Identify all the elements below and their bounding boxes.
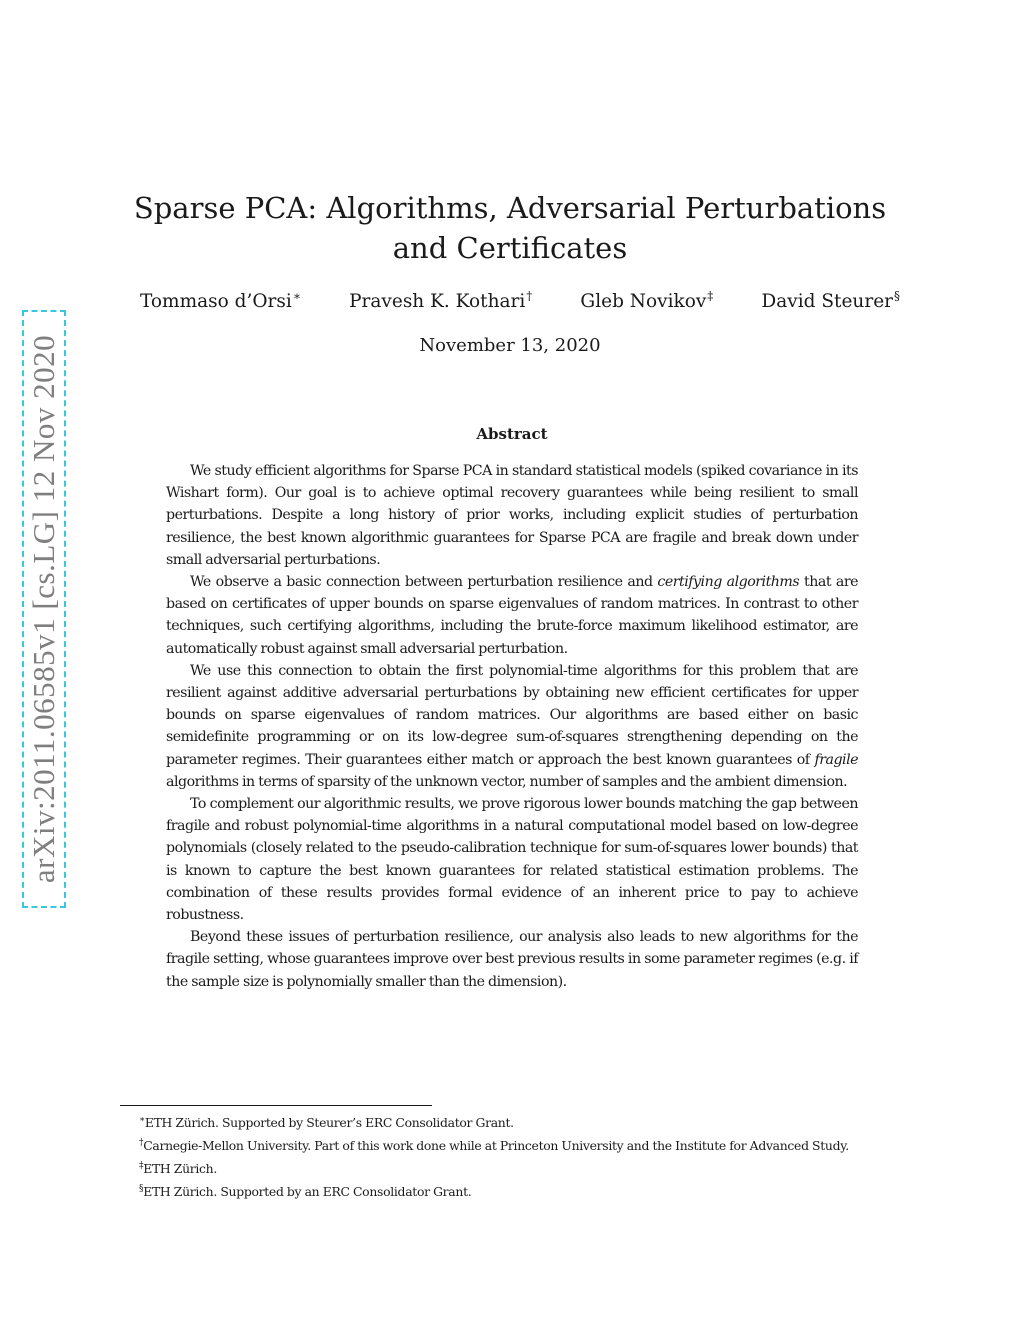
arxiv-identifier-stamp[interactable] <box>22 310 66 908</box>
author-name: Tommaso d’Orsi <box>140 291 292 312</box>
author-list <box>140 289 900 312</box>
footnote-text: ETH Zürich. Supported by an ERC Consolidator Grant. <box>143 1184 472 1199</box>
footnote <box>120 1156 904 1179</box>
abstract-paragraph: We study efficient algorithms for Sparse PCA in standard statistical models (spiked covariance in its Wishart form). Our goal is to achieve optimal recovery guarantees while being resilient to small perturbations. Despite a long history of prior works, including explicit studies of perturbation resilience, the best known algorithmic guarantees for Sparse PCA are fragile and break down under small adversarial perturbations. <box>166 463 858 568</box>
abstract-heading: Abstract <box>476 425 548 443</box>
author <box>580 289 713 312</box>
footnote-text: Carnegie-Mellon University. Part of this work done while at Princeton University and the Institute for Advanced Study. <box>143 1138 849 1153</box>
abstract-text: We observe a basic connection between perturbation resilience and <box>190 574 658 591</box>
arxiv-identifier: arXiv:2011.06585v1 [cs.LG] 12 Nov 2020 <box>26 334 61 884</box>
author <box>349 289 532 312</box>
abstract-paragraph <box>166 660 858 793</box>
footnote-mark: ‡ <box>139 1161 144 1171</box>
author-footnote-mark[interactable]: ‡ <box>707 289 714 303</box>
abstract-text: algorithms in terms of sparsity of the unknown vector, number of samples and the ambient dimension. <box>166 773 848 790</box>
abstract-text: We use this connection to obtain the first polynomial-time algorithms for this problem that are resilient against additive adversarial perturbations by obtaining new efficient certificates for upper bounds on sparse eigenvalues of random matrices. Our algorithms are based either on basic semidefinite programming or on its low-degree sum-of-squares strengthening depending on the parameter regimes. Their guarantees either match or approach the best known guarantees of <box>166 662 858 768</box>
footnote-mark: † <box>139 1138 144 1148</box>
publication-date: November 13, 2020 <box>419 335 601 356</box>
abstract-text: that are based on certificates of upper bounds on sparse eigenvalues of random matrices. In contrast to other techniques, such certifying algorithms, including the brute-force maximum likelihood estimator, are automatically robust against small adversarial perturbation. <box>166 574 858 657</box>
abstract-paragraph: To complement our algorithmic results, we prove rigorous lower bounds matching the gap between fragile and robust polynomial-time algorithms in a natural computational model based on low-degree polynomials (closely related to the pseudo-calibration technique for sum-of-squares lower bounds) that is known to capture the best known guarantees for related statistical estimation problems. The combination of these results provides formal evidence of an inherent price to pay to achieve robustness. <box>166 796 858 924</box>
author-footnote-mark[interactable]: § <box>893 289 900 303</box>
author <box>761 289 900 312</box>
author-footnote-mark[interactable]: ∗ <box>292 289 301 303</box>
footnote-mark: ∗ <box>139 1115 145 1125</box>
paper-title: Sparse PCA: Algorithms, Adversarial Perturbations and Certificates <box>133 191 887 265</box>
author-footnote-mark[interactable]: † <box>526 289 533 303</box>
footnote-mark: § <box>139 1184 144 1194</box>
abstract-body <box>166 460 858 993</box>
footnote <box>120 1133 904 1156</box>
author-name: Pravesh K. Kothari <box>349 291 526 312</box>
emphasis-term: certifying algorithms <box>657 574 800 591</box>
emphasis-term: fragile <box>814 751 858 768</box>
abstract-paragraph: Beyond these issues of perturbation resilience, our analysis also leads to new algorithms for the fragile setting, whose guarantees improve over best previous results in some parameter regimes (e.g. if the sample size is polynomially smaller than the dimension). <box>166 929 858 990</box>
footnote <box>120 1179 904 1202</box>
author <box>140 289 301 312</box>
footnotes <box>120 1110 904 1202</box>
author-name: Gleb Novikov <box>580 291 707 312</box>
footnote <box>120 1110 904 1133</box>
footnote-divider <box>120 1105 432 1106</box>
footnote-text: ETH Zürich. <box>143 1161 217 1176</box>
author-name: David Steurer <box>761 291 893 312</box>
footnote-text: ETH Zürich. Supported by Steurer’s ERC Consolidator Grant. <box>144 1115 514 1130</box>
abstract-paragraph <box>166 571 858 660</box>
